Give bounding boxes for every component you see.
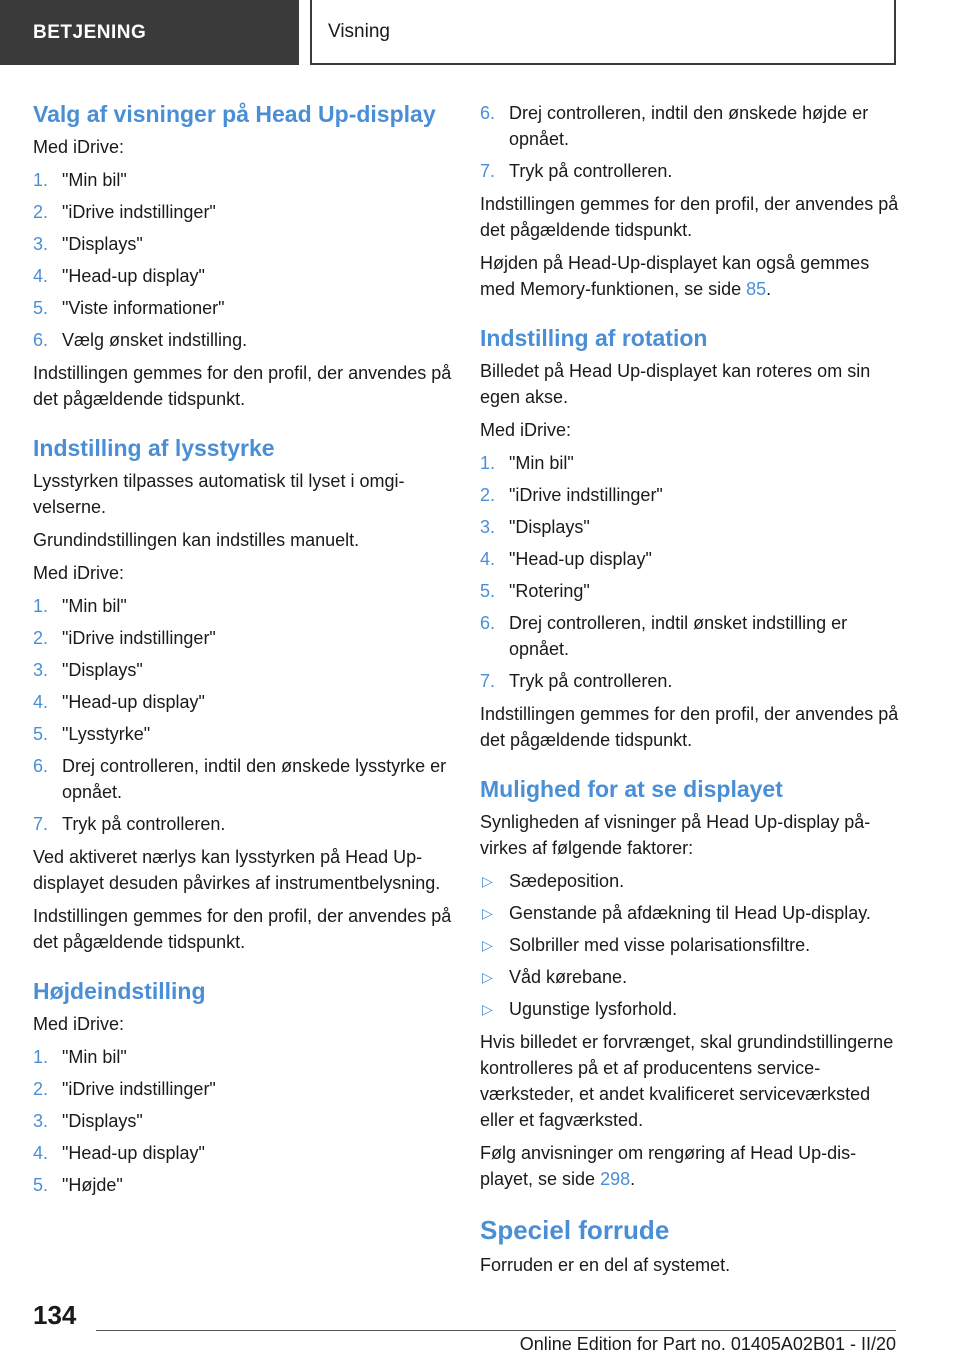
list-item: 7. Tryk på controlleren. bbox=[480, 671, 673, 691]
section-title-windshield: Speciel forrude bbox=[480, 1215, 670, 1245]
list-item: 3. "Displays" bbox=[480, 517, 590, 537]
intro-text: Med iDrive: bbox=[480, 420, 572, 440]
steps-list bbox=[33, 167, 453, 353]
page-link-85[interactable]: 85 bbox=[746, 279, 767, 299]
list-item: 1. "Min bil" bbox=[480, 453, 574, 473]
list-item: ▷ Ugunstige lysforhold. bbox=[480, 996, 900, 1022]
list-item: ▷ Våd kørebane. bbox=[480, 964, 900, 990]
paragraph: Grundindstillingen kan indstilles manuelt. bbox=[33, 530, 360, 550]
paragraph: Hvis billedet er forvrænget, skal grundindstillingerne kontrolleres på et af producentens serviceværksteder, et andet kvalificeret serviceværksted eller et fagværksted. bbox=[480, 1032, 894, 1130]
triangle-bullet-icon: ▷ bbox=[482, 873, 493, 889]
list-item: 2. "iDrive indstillinger" bbox=[33, 1079, 216, 1099]
list-item: 3. "Displays" bbox=[33, 234, 143, 254]
list-item: ▷ Solbriller med visse polarisationsfiltre. bbox=[480, 932, 900, 958]
section-brightness bbox=[33, 434, 453, 955]
list-item: 6. Drej controlleren, indtil den ønskede højde er opnået. bbox=[480, 103, 869, 149]
paragraph: Synligheden af visninger på Head Up-display påvirkes af følgende faktorer: bbox=[480, 812, 871, 858]
page-link-298[interactable]: 298 bbox=[600, 1169, 631, 1189]
steps-list bbox=[480, 100, 900, 184]
steps-list bbox=[33, 1044, 453, 1198]
list-item: 6. Vælg ønsket indstilling. bbox=[33, 330, 248, 350]
bullet-list bbox=[480, 868, 900, 1022]
list-item: 3. "Displays" bbox=[33, 660, 143, 680]
list-item: 6. Drej controlleren, indtil ønsket indstilling er opnået. bbox=[480, 613, 848, 659]
list-item: 3. "Displays" bbox=[33, 1111, 143, 1131]
chapter-title: BETJENING bbox=[33, 21, 147, 43]
note-text: Indstillingen gemmes for den profil, der anvendes på det pågældende tidspunkt. bbox=[480, 704, 899, 750]
list-item: 2. "iDrive indstillinger" bbox=[33, 202, 216, 222]
list-item: 4. "Head-up display" bbox=[480, 549, 652, 569]
list-item: 1. "Min bil" bbox=[33, 596, 127, 616]
list-item: 7. Tryk på controlleren. bbox=[33, 814, 226, 834]
footer-divider bbox=[96, 1330, 896, 1331]
section-views bbox=[33, 100, 453, 412]
list-item: 7. Tryk på controlleren. bbox=[480, 161, 673, 181]
paragraph: Billedet på Head Up-displayet kan roteres om sin egen akse. bbox=[480, 361, 871, 407]
list-item: 4. "Head-up display" bbox=[33, 266, 205, 286]
paragraph: Ved aktiveret nærlys kan lysstyrken på Head Up-displayet desuden påvirkes af instrumentbelysning. bbox=[33, 847, 441, 893]
steps-list bbox=[480, 450, 900, 694]
steps-list bbox=[33, 593, 453, 837]
list-item: 5. "Højde" bbox=[33, 1175, 123, 1195]
section-title-views: Valg af visninger på Head Up-display bbox=[33, 101, 436, 127]
list-item: 4. "Head-up display" bbox=[33, 1143, 205, 1163]
section-title: Visning bbox=[328, 20, 390, 42]
intro-text: Med iDrive: bbox=[33, 1014, 125, 1034]
intro-text: Med iDrive: bbox=[33, 563, 125, 583]
section-title-rotation: Indstilling af rotation bbox=[480, 325, 708, 351]
triangle-bullet-icon: ▷ bbox=[482, 937, 493, 953]
triangle-bullet-icon: ▷ bbox=[482, 1001, 493, 1017]
edition-footer: Online Edition for Part no. 01405A02B01 - II/20 bbox=[519, 1334, 896, 1354]
triangle-bullet-icon: ▷ bbox=[482, 905, 493, 921]
section-height bbox=[33, 977, 453, 1198]
note-text: Indstillingen gemmes for den profil, der anvendes på det pågældende tidspunkt. bbox=[480, 194, 899, 240]
right-column bbox=[480, 100, 900, 1285]
list-item: ▷ Sædeposition. bbox=[480, 868, 900, 894]
left-column bbox=[33, 100, 453, 1205]
paragraph: Lysstyrken tilpasses automatisk til lyset i omgivelserne. bbox=[33, 471, 405, 517]
section-title-brightness: Indstilling af lysstyrke bbox=[33, 435, 275, 461]
triangle-bullet-icon: ▷ bbox=[482, 969, 493, 985]
paragraph: Højden på Head-Up-displayet kan også gemmes med Memory-funktionen, se side 85. bbox=[480, 253, 870, 299]
note-text: Indstillingen gemmes for den profil, der anvendes på det pågældende tidspunkt. bbox=[33, 906, 452, 952]
paragraph: Forruden er en del af systemet. bbox=[480, 1255, 731, 1275]
intro-text: Med iDrive: bbox=[33, 137, 125, 157]
section-visibility bbox=[480, 775, 900, 1192]
list-item: 5. "Viste informationer" bbox=[33, 298, 225, 318]
list-item: 2. "iDrive indstillinger" bbox=[33, 628, 216, 648]
list-item: 1. "Min bil" bbox=[33, 170, 127, 190]
list-item: 6. Drej controlleren, indtil den ønskede lysstyrke er opnået. bbox=[33, 756, 447, 802]
section-windshield bbox=[480, 1214, 900, 1278]
section-height-continued bbox=[480, 100, 900, 302]
list-item: ▷ Genstande på afdækning til Head Up-display. bbox=[480, 900, 900, 926]
note-text: Indstillingen gemmes for den profil, der anvendes på det pågældende tidspunkt. bbox=[33, 363, 452, 409]
section-rotation bbox=[480, 324, 900, 753]
list-item: 2. "iDrive indstillinger" bbox=[480, 485, 663, 505]
list-item: 5. "Lysstyrke" bbox=[33, 724, 151, 744]
page-number: 134 bbox=[33, 1300, 77, 1330]
chapter-header bbox=[0, 0, 299, 65]
paragraph: Følg anvisninger om rengøring af Head Up-displayet, se side 298. bbox=[480, 1143, 857, 1189]
list-item: 5. "Rotering" bbox=[480, 581, 590, 601]
section-title-height: Højdeindstilling bbox=[33, 978, 206, 1004]
section-title-visibility: Mulighed for at se displayet bbox=[480, 776, 783, 802]
list-item: 4. "Head-up display" bbox=[33, 692, 205, 712]
list-item: 1. "Min bil" bbox=[33, 1047, 127, 1067]
section-header bbox=[310, 0, 896, 65]
